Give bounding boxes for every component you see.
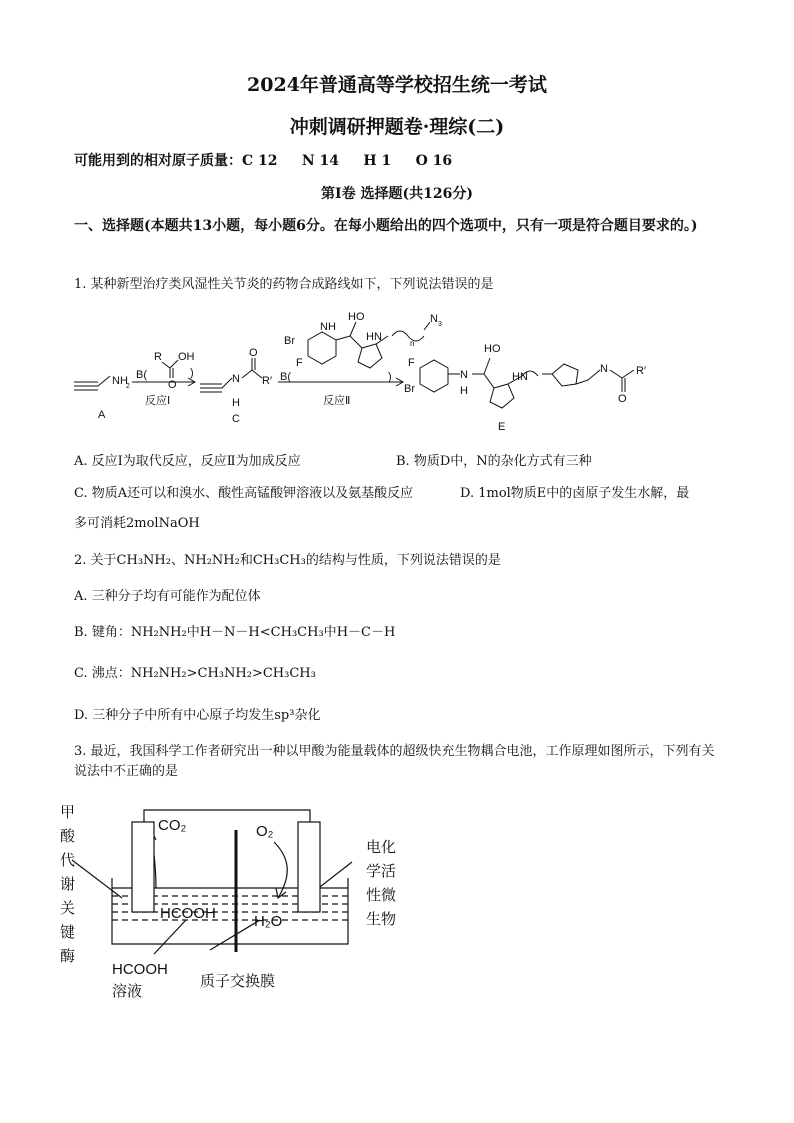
- q1-option-d: D. 1mol物质E中的卤原子发生水解，最: [460, 486, 690, 501]
- q2-methylamine: CH₃NH₂: [116, 553, 171, 568]
- solution-label-0: HCOOH: [112, 961, 168, 978]
- enzyme-label-3: 谢: [60, 876, 76, 893]
- q1-option-b: B. 物质D中，N的杂化方式有三种: [396, 454, 592, 469]
- q1-e-r: R′: [636, 365, 647, 377]
- q1-b2-open: B(: [280, 371, 291, 383]
- atomic-mass-line: 可能用到的相对原子质量：C 12 N 14 H 1 O 16: [74, 153, 453, 169]
- enzyme-label-1: 酸: [60, 828, 76, 845]
- q1-c-n: N: [232, 373, 240, 385]
- q1-c-h: H: [232, 397, 240, 409]
- exam-subtitle: 冲刺调研押题卷·理综(二): [289, 116, 505, 138]
- q1-d-n3-sub: 3: [438, 321, 442, 328]
- q2-ethane: CH₃CH₃: [252, 553, 306, 568]
- enzyme-label-4: 关: [60, 900, 76, 917]
- solution-label-1: 溶液: [112, 983, 143, 1000]
- q1-d-hn: HN: [366, 331, 382, 343]
- co2-label: CO₂: [158, 817, 187, 834]
- right-electrode: [298, 822, 320, 912]
- q1-label-c: C: [232, 413, 240, 425]
- q1-d-ho: HO: [348, 311, 365, 323]
- q1-label-a: A: [98, 409, 106, 421]
- q2-option-d: D. 三种分子中所有中心原子均发生sp³杂化: [74, 708, 321, 723]
- q2-option-b: B. 键角：NH₂NH₂中H－N－H<CH₃CH₃中H－C－H: [74, 625, 396, 640]
- volume-heading: 第Ⅰ卷 选择题(共126分): [321, 186, 473, 202]
- q1-d-br: Br: [284, 335, 295, 347]
- hcooh-label: HCOOH: [160, 905, 216, 922]
- left-electrode: [132, 822, 154, 912]
- q1-c-o: O: [249, 347, 258, 359]
- q1-e-h: H: [460, 385, 468, 397]
- q1-a-nh2: NH: [112, 375, 128, 387]
- q1-e-hn: HN: [512, 371, 528, 383]
- q1-e-f: F: [408, 357, 415, 369]
- q3-battery-diagram: [60, 800, 440, 1000]
- enzyme-label-0: 甲: [60, 804, 76, 821]
- q1-synthesis-scheme: [70, 300, 730, 440]
- q1-b1-open: B(: [136, 369, 147, 381]
- microbe-label-1: 学活: [366, 863, 397, 880]
- q1-e-n: N: [460, 369, 468, 381]
- q2-hydrazine: NH₂NH₂: [183, 553, 240, 568]
- q2-option-a: A. 三种分子均有可能作为配位体: [74, 589, 261, 604]
- microbe-label-0: 电化: [366, 839, 397, 856]
- q1-d-f: F: [296, 357, 303, 369]
- microbe-label-2: 性微: [366, 887, 397, 904]
- q1-reaction-2: 反应Ⅱ: [323, 395, 351, 407]
- enzyme-label-6: 酶: [60, 948, 76, 965]
- q1-d-n: n: [410, 339, 415, 348]
- section-instructions: 一、选择题(本题共13小题，每小题6分。在每小题给出的四个选项中，只有一项是符合题目要求的。): [74, 218, 698, 234]
- q1-e-o: O: [618, 393, 627, 405]
- q1-b1-oh: OH: [178, 351, 195, 363]
- q1-option-a: A. 反应Ⅰ为取代反应，反应Ⅱ为加成反应: [74, 454, 301, 469]
- q1-d-nh: NH: [320, 321, 336, 333]
- microbe-label-3: 生物: [366, 911, 397, 928]
- enzyme-label-5: 键: [60, 924, 76, 941]
- q1-e-br: Br: [404, 383, 415, 395]
- q2-option-c: C. 沸点：NH₂NH₂>CH₃NH₂>CH₃CH₃: [74, 666, 316, 681]
- q1-e-ho: HO: [484, 343, 501, 355]
- q1-option-c: C. 物质A还可以和溴水、酸性高锰酸钾溶液以及氨基酸反应: [74, 486, 414, 501]
- q1-a-nh2-sub: 2: [126, 383, 130, 390]
- q1-b1-o: O: [168, 379, 177, 391]
- q1-reaction-1: 反应Ⅰ: [145, 395, 171, 407]
- q1-stem: 1. 某种新型治疗类风湿性关节炎的药物合成路线如下，下列说法错误的是: [74, 277, 494, 292]
- q1-b1-r: R: [154, 351, 162, 363]
- o2-label: O₂: [256, 823, 274, 840]
- q3-stem: 3. 最近，我国科学工作者研究出一种以甲酸为能量载体的超级快充生物耦合电池，工作原理如图所示，下列有关说法中不正确的是: [74, 744, 715, 779]
- exam-title: 2024年普通高等学校招生统一考试: [247, 74, 547, 96]
- h2o-label: H₂O: [254, 913, 283, 930]
- q1-label-e: E: [498, 421, 506, 433]
- q1-c-r: R′: [262, 375, 273, 387]
- q1-e-nh: N: [600, 363, 608, 375]
- q1-option-d-cont: 多可消耗2molNaOH: [74, 516, 200, 531]
- q1-d-n3: N: [430, 313, 438, 325]
- enzyme-label-2: 代: [60, 852, 76, 869]
- q2-stem: 2. 关于CH₃NH₂、NH₂NH₂和CH₃CH₃的结构与性质，下列说法错误的是: [74, 553, 501, 568]
- q1-b1-close: ): [190, 367, 194, 379]
- membrane-label: 质子交换膜: [200, 973, 276, 990]
- q1-b2-close: ): [388, 371, 392, 383]
